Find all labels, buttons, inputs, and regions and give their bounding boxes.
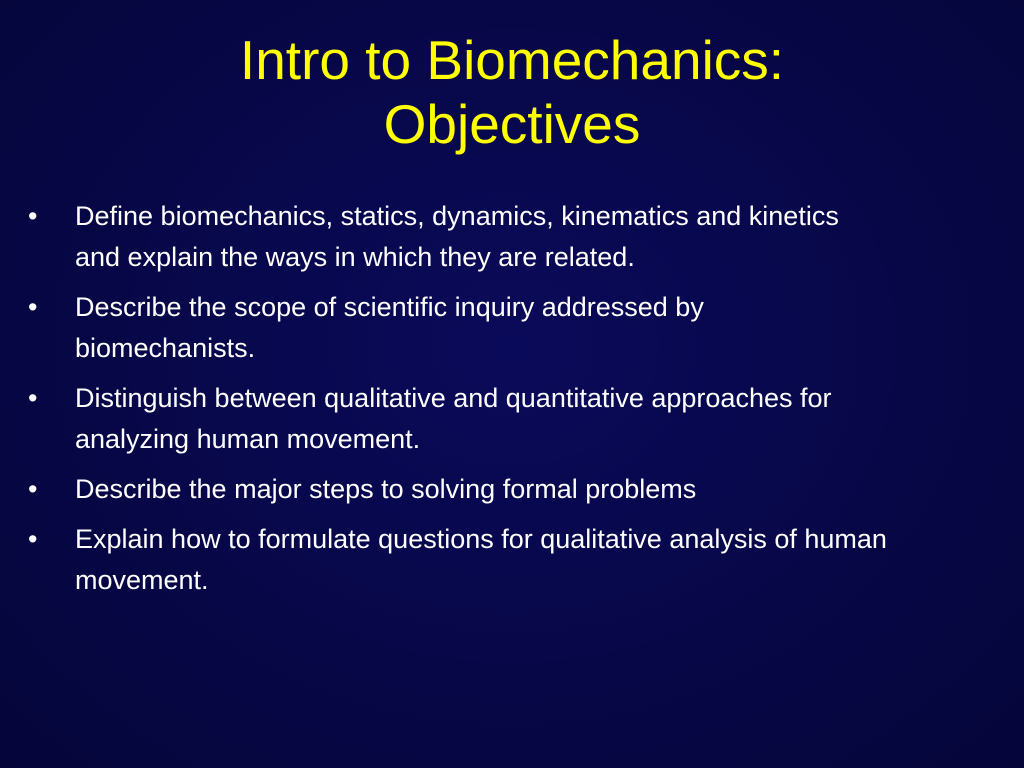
- bullet-item: [28, 378, 888, 460]
- bullet-icon: •: [28, 383, 38, 413]
- slide-title-line-2: Objectives: [383, 93, 641, 155]
- bullet-text: Define biomechanics, statics, dynamics, kinematics and kinetics and explain the ways in which they are related.: [75, 201, 839, 272]
- bullet-text: Describe the major steps to solving formal problems: [75, 474, 697, 504]
- slide-title: [0, 28, 1024, 156]
- bullet-icon: •: [28, 201, 38, 231]
- bullet-icon: •: [28, 474, 38, 504]
- bullet-text: Explain how to formulate questions for qualitative analysis of human movement.: [75, 524, 887, 595]
- bullet-item: [28, 287, 888, 369]
- slide-title-line-1: Intro to Biomechanics:: [239, 29, 785, 91]
- bullet-icon: •: [28, 292, 38, 322]
- bullet-item: [28, 519, 888, 601]
- objectives-list: [28, 196, 888, 610]
- bullet-text: Describe the scope of scientific inquiry addressed by biomechanists.: [75, 292, 704, 363]
- bullet-item: [28, 469, 888, 510]
- bullet-text: Distinguish between qualitative and quantitative approaches for analyzing human movement.: [75, 383, 832, 454]
- bullet-icon: •: [28, 524, 38, 554]
- bullet-item: [28, 196, 888, 278]
